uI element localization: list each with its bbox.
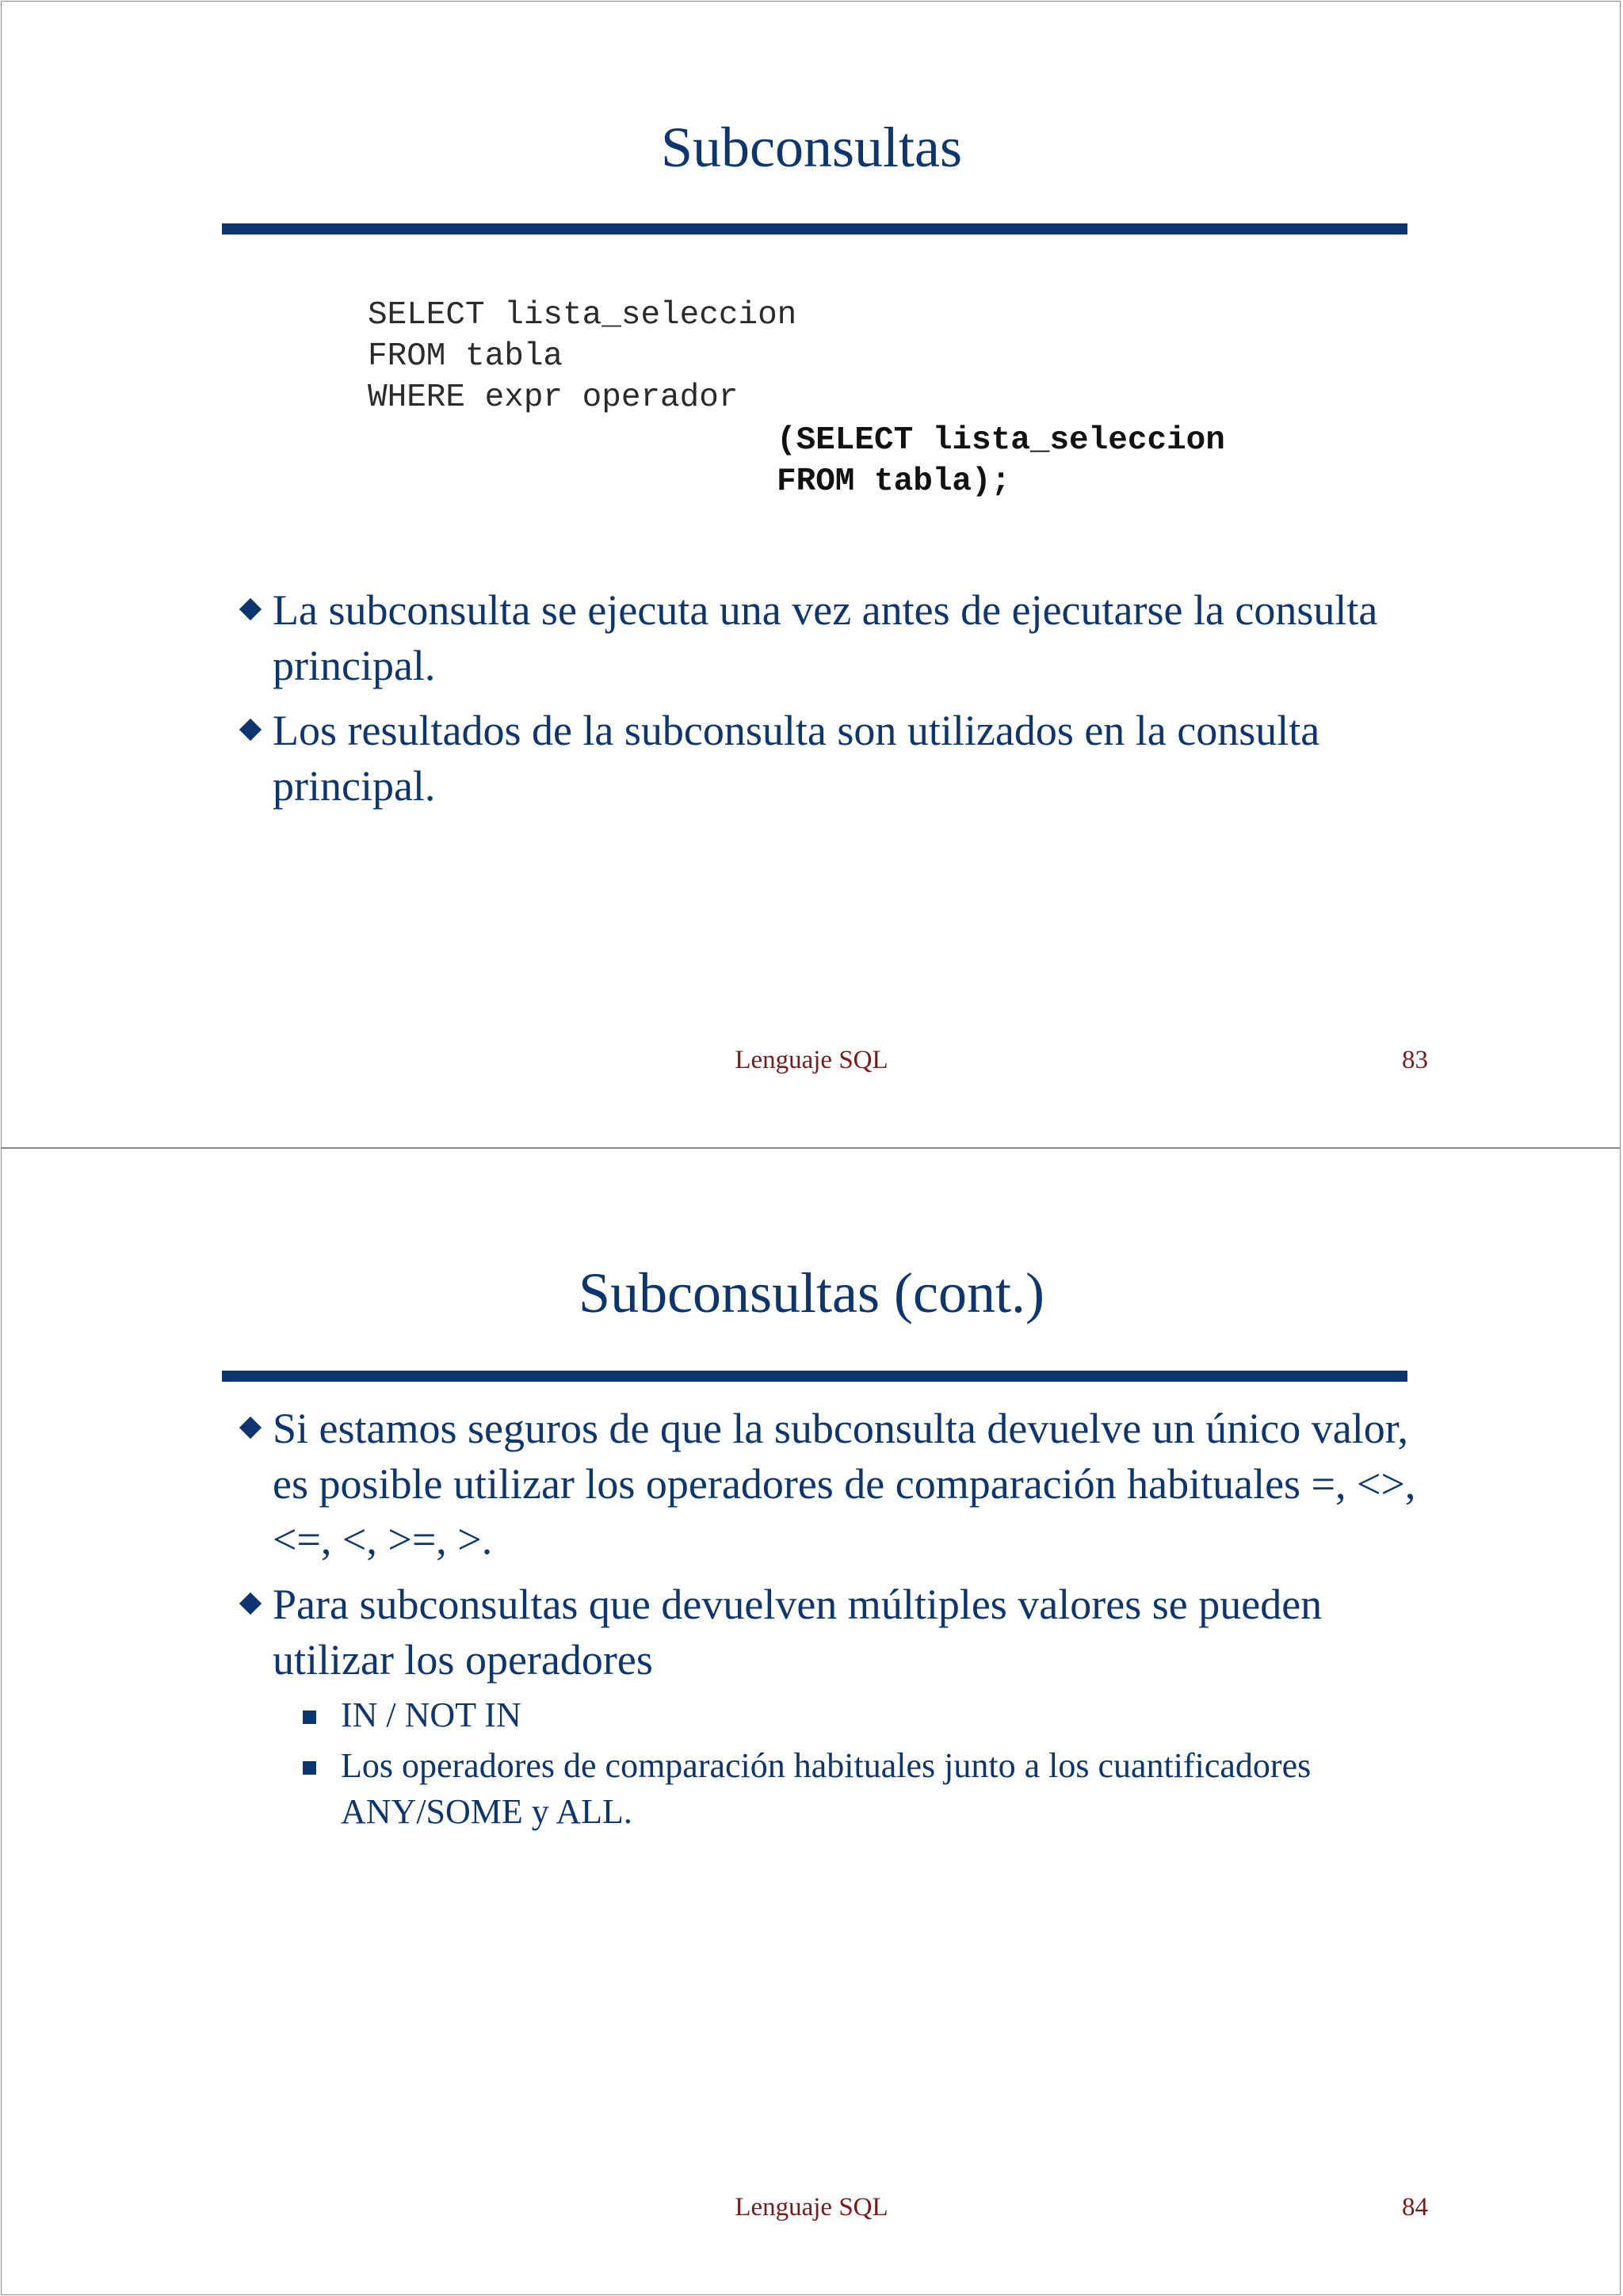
code-line: FROM tabla (368, 338, 563, 375)
title-divider (222, 223, 1407, 235)
sub-bullet-text: Los operadores de comparación habituales junto a los cuantificadores ANY/SOME y ALL. (341, 1746, 1312, 1831)
slide-title: Subconsultas (660, 116, 962, 179)
bullet-item (236, 703, 1425, 814)
diamond-bullet-icon (239, 598, 262, 620)
title-divider (222, 1371, 1407, 1382)
bullet-text: Para subconsultas que devuelven múltiples valores se pueden utilizar los operadores (273, 1581, 1323, 1684)
bullet-text: Si estamos seguros de que la subconsulta devuelve un único valor, es posible utilizar los operadores de comparación habituales =, <>, <=, <, >=, >. (273, 1405, 1416, 1563)
bullet-item (236, 1401, 1425, 1567)
diamond-bullet-icon (239, 719, 262, 741)
bullet-text: La subconsulta se ejecuta una vez antes de ejecutarse la consulta principal. (273, 586, 1378, 689)
slide-title: Subconsultas (cont.) (579, 1261, 1044, 1325)
slide-footer: Lenguaje SQL (735, 1046, 888, 1074)
slide-footer: Lenguaje SQL (735, 2193, 888, 2222)
bullet-item (236, 1577, 1425, 1688)
slide-83 (1, 1, 1621, 1148)
diamond-bullet-icon (239, 1417, 262, 1439)
square-bullet-icon (303, 1711, 316, 1724)
sub-bullet-text: IN / NOT IN (341, 1695, 521, 1734)
code-line: WHERE expr operador (368, 379, 739, 416)
diamond-bullet-icon (239, 1592, 262, 1615)
bullet-text: Los resultados de la subconsulta son utilizados en la consulta principal. (273, 707, 1320, 810)
bullet-item (236, 582, 1425, 693)
sub-bullet-item (303, 1743, 1412, 1835)
sub-bullet-item (303, 1692, 1412, 1738)
page-number: 83 (1402, 1046, 1428, 1074)
subquery-code-line: FROM tabla); (777, 463, 1011, 500)
code-line: SELECT lista_seleccion (368, 297, 797, 334)
page-number: 84 (1402, 2193, 1428, 2222)
slide-84 (1, 1148, 1621, 2295)
square-bullet-icon (303, 1761, 316, 1775)
subquery-code-line: (SELECT lista_seleccion (777, 422, 1225, 459)
